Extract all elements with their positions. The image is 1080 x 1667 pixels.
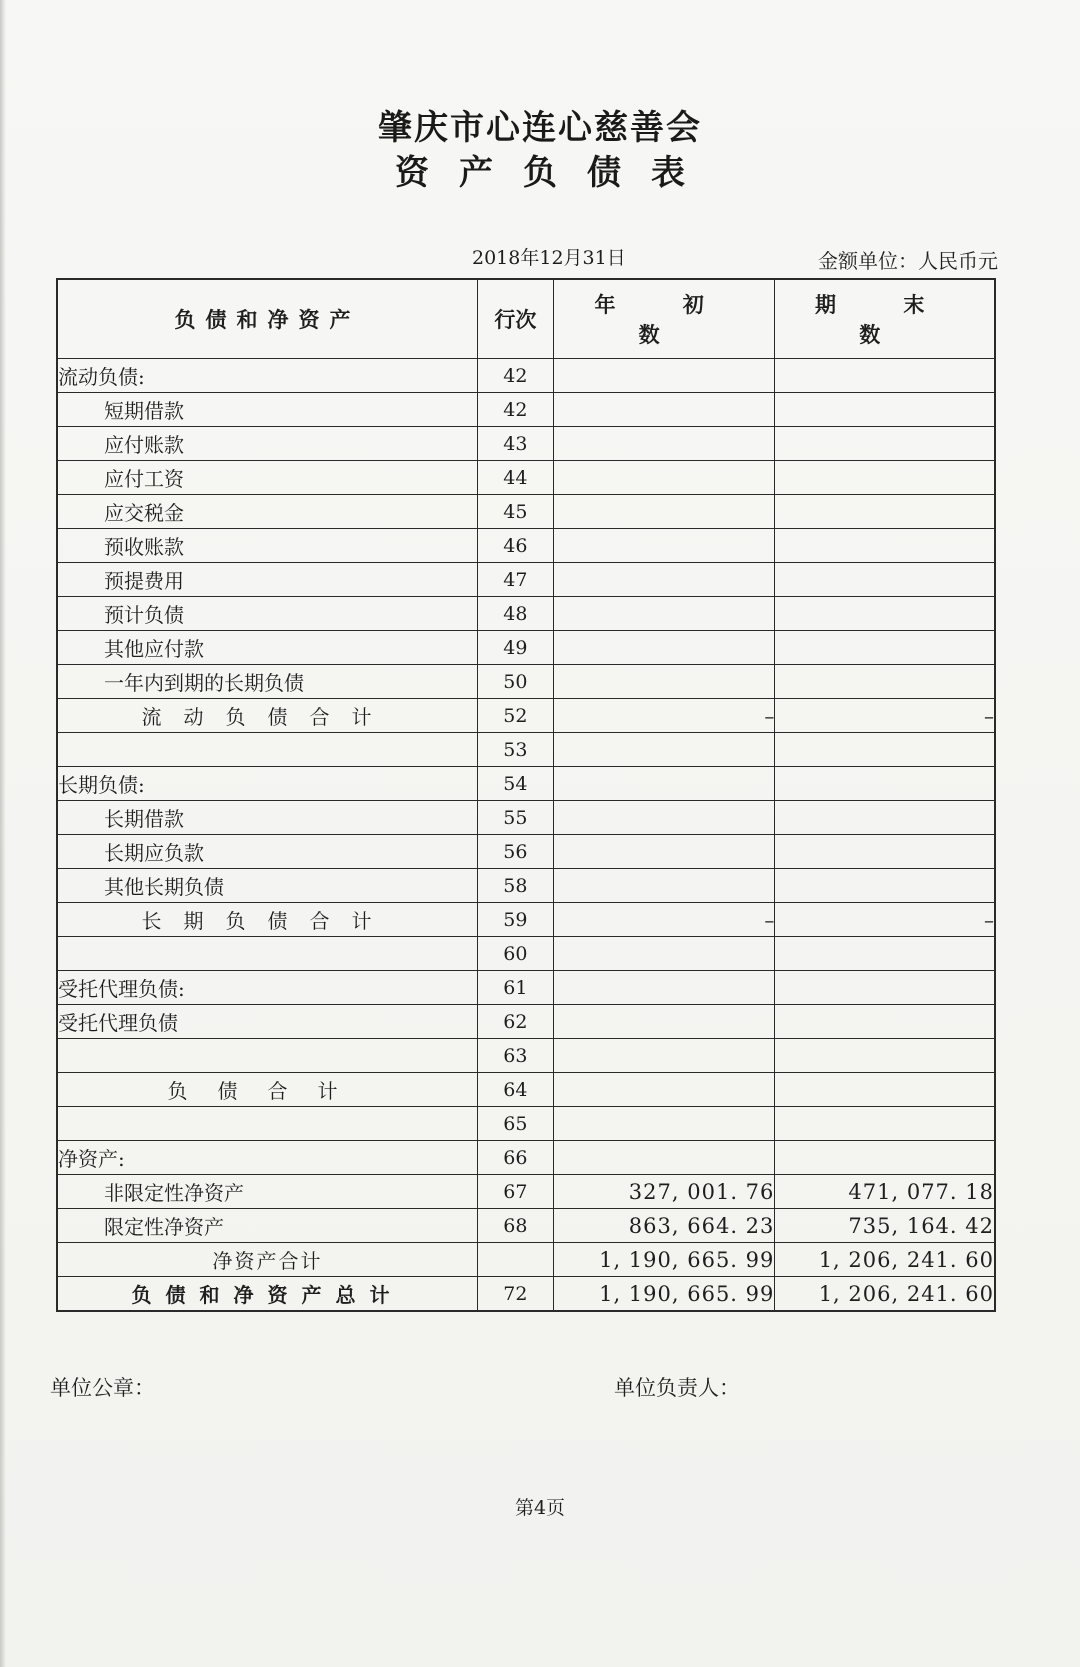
row-line-number: 72 bbox=[477, 1277, 553, 1312]
row-beginning-value bbox=[553, 359, 775, 393]
table-row bbox=[57, 665, 995, 699]
table-row bbox=[57, 1141, 995, 1175]
row-label bbox=[57, 1107, 477, 1141]
currency-unit: 金额单位：人民币元 bbox=[818, 249, 998, 273]
row-beginning-value bbox=[553, 665, 775, 699]
row-line-number: 64 bbox=[477, 1073, 553, 1107]
row-line-number: 63 bbox=[477, 1039, 553, 1073]
row-ending-value bbox=[775, 1039, 995, 1073]
unit-responsible-label: 单位负责人： bbox=[614, 1376, 740, 1400]
row-ending-value bbox=[775, 631, 995, 665]
row-line-number: 60 bbox=[477, 937, 553, 971]
row-ending-value bbox=[775, 495, 995, 529]
row-ending-value bbox=[775, 1141, 995, 1175]
row-line-number: 58 bbox=[477, 869, 553, 903]
page-edge-shadow bbox=[0, 0, 6, 1667]
row-ending-value bbox=[775, 393, 995, 427]
row-beginning-value bbox=[553, 427, 775, 461]
row-line-number: 62 bbox=[477, 1005, 553, 1039]
row-ending-value: 735, 164. 42 bbox=[775, 1209, 995, 1243]
row-line-number: 55 bbox=[477, 801, 553, 835]
row-ending-value bbox=[775, 461, 995, 495]
row-beginning-value bbox=[553, 767, 775, 801]
row-ending-value: – bbox=[775, 903, 995, 937]
row-line-number: 48 bbox=[477, 597, 553, 631]
row-label: 应付工资 bbox=[57, 461, 477, 495]
table-row bbox=[57, 1039, 995, 1073]
table-header-row bbox=[57, 279, 995, 359]
row-line-number: 44 bbox=[477, 461, 553, 495]
row-line-number: 61 bbox=[477, 971, 553, 1005]
table-row bbox=[57, 767, 995, 801]
row-line-number bbox=[477, 1243, 553, 1277]
table-row bbox=[57, 461, 995, 495]
row-ending-value: 1, 206, 241. 60 bbox=[775, 1243, 995, 1277]
row-beginning-value bbox=[553, 1107, 775, 1141]
row-line-number: 50 bbox=[477, 665, 553, 699]
row-label: 长期应负款 bbox=[57, 835, 477, 869]
row-line-number: 42 bbox=[477, 393, 553, 427]
row-beginning-value bbox=[553, 835, 775, 869]
report-date: 2018年12月31日 bbox=[472, 247, 626, 269]
row-line-number: 46 bbox=[477, 529, 553, 563]
row-line-number: 56 bbox=[477, 835, 553, 869]
report-title: 资产负债表 bbox=[395, 153, 715, 193]
row-label: 其他应付款 bbox=[57, 631, 477, 665]
table-row-subtotal bbox=[57, 903, 995, 937]
row-line-number: 59 bbox=[477, 903, 553, 937]
row-ending-value bbox=[775, 529, 995, 563]
row-label: 预提费用 bbox=[57, 563, 477, 597]
row-line-number: 54 bbox=[477, 767, 553, 801]
table-row bbox=[57, 563, 995, 597]
table-row bbox=[57, 971, 995, 1005]
row-label: 长期借款 bbox=[57, 801, 477, 835]
row-label: 负债合计 bbox=[57, 1073, 477, 1107]
table-row bbox=[57, 359, 995, 393]
organization-name: 肇庆市心连心慈善会 bbox=[378, 108, 702, 148]
table-row bbox=[57, 801, 995, 835]
row-label bbox=[57, 733, 477, 767]
row-beginning-value: – bbox=[553, 903, 775, 937]
row-ending-value bbox=[775, 1005, 995, 1039]
row-line-number: 67 bbox=[477, 1175, 553, 1209]
table-row bbox=[57, 529, 995, 563]
balance-sheet-table bbox=[56, 278, 996, 1312]
row-ending-value bbox=[775, 801, 995, 835]
table-row-subtotal bbox=[57, 1073, 995, 1107]
row-beginning-value bbox=[553, 801, 775, 835]
row-label: 长期负债合计 bbox=[57, 903, 477, 937]
row-beginning-value bbox=[553, 461, 775, 495]
row-ending-value bbox=[775, 767, 995, 801]
table-row bbox=[57, 393, 995, 427]
row-label: 短期借款 bbox=[57, 393, 477, 427]
row-ending-value bbox=[775, 1073, 995, 1107]
row-beginning-value bbox=[553, 869, 775, 903]
row-line-number: 42 bbox=[477, 359, 553, 393]
row-label: 应付账款 bbox=[57, 427, 477, 461]
table-row-subtotal bbox=[57, 1243, 995, 1277]
table-row bbox=[57, 631, 995, 665]
header-ending-balance: 期 末 数 bbox=[775, 279, 995, 359]
row-beginning-value bbox=[553, 529, 775, 563]
row-beginning-value bbox=[553, 1005, 775, 1039]
row-ending-value bbox=[775, 1107, 995, 1141]
row-label: 流动负债: bbox=[57, 359, 477, 393]
row-ending-value: – bbox=[775, 699, 995, 733]
row-label: 净资产合计 bbox=[57, 1243, 477, 1277]
row-beginning-value: 1, 190, 665. 99 bbox=[553, 1277, 775, 1312]
row-label: 流动负债合计 bbox=[57, 699, 477, 733]
row-line-number: 66 bbox=[477, 1141, 553, 1175]
row-label: 非限定性净资产 bbox=[57, 1175, 477, 1209]
row-label: 其他长期负债 bbox=[57, 869, 477, 903]
row-label: 预计负债 bbox=[57, 597, 477, 631]
row-label: 受托代理负债 bbox=[57, 1005, 477, 1039]
row-beginning-value bbox=[553, 393, 775, 427]
row-label: 预收账款 bbox=[57, 529, 477, 563]
table-row bbox=[57, 1005, 995, 1039]
row-ending-value: 471, 077. 18 bbox=[775, 1175, 995, 1209]
table-row bbox=[57, 597, 995, 631]
row-ending-value bbox=[775, 665, 995, 699]
row-line-number: 53 bbox=[477, 733, 553, 767]
row-label bbox=[57, 1039, 477, 1073]
row-beginning-value bbox=[553, 495, 775, 529]
header-line-number: 行次 bbox=[477, 279, 553, 359]
header-beginning-balance: 年 初 数 bbox=[553, 279, 775, 359]
row-line-number: 43 bbox=[477, 427, 553, 461]
row-beginning-value: 1, 190, 665. 99 bbox=[553, 1243, 775, 1277]
row-label: 负债和净资产总计 bbox=[57, 1277, 477, 1312]
table-row bbox=[57, 427, 995, 461]
row-beginning-value bbox=[553, 631, 775, 665]
row-line-number: 49 bbox=[477, 631, 553, 665]
row-beginning-value bbox=[553, 937, 775, 971]
row-beginning-value bbox=[553, 733, 775, 767]
row-label: 应交税金 bbox=[57, 495, 477, 529]
row-line-number: 45 bbox=[477, 495, 553, 529]
row-ending-value bbox=[775, 427, 995, 461]
table-row-grand-total bbox=[57, 1277, 995, 1312]
row-ending-value bbox=[775, 835, 995, 869]
table-row bbox=[57, 1175, 995, 1209]
row-line-number: 52 bbox=[477, 699, 553, 733]
row-beginning-value bbox=[553, 597, 775, 631]
table-row bbox=[57, 869, 995, 903]
row-label: 限定性净资产 bbox=[57, 1209, 477, 1243]
row-beginning-value: 863, 664. 23 bbox=[553, 1209, 775, 1243]
row-beginning-value bbox=[553, 1073, 775, 1107]
row-line-number: 68 bbox=[477, 1209, 553, 1243]
row-ending-value bbox=[775, 359, 995, 393]
row-ending-value bbox=[775, 563, 995, 597]
row-beginning-value bbox=[553, 563, 775, 597]
row-beginning-value bbox=[553, 1039, 775, 1073]
row-ending-value bbox=[775, 869, 995, 903]
row-ending-value: 1, 206, 241. 60 bbox=[775, 1277, 995, 1312]
row-beginning-value: 327, 001. 76 bbox=[553, 1175, 775, 1209]
row-beginning-value bbox=[553, 971, 775, 1005]
row-ending-value bbox=[775, 597, 995, 631]
table-row bbox=[57, 495, 995, 529]
row-beginning-value: – bbox=[553, 699, 775, 733]
page-number: 第4页 bbox=[514, 1497, 566, 1519]
row-line-number: 47 bbox=[477, 563, 553, 597]
row-label: 净资产: bbox=[57, 1141, 477, 1175]
table-row bbox=[57, 835, 995, 869]
table-row bbox=[57, 1209, 995, 1243]
row-label: 一年内到期的长期负债 bbox=[57, 665, 477, 699]
row-label bbox=[57, 937, 477, 971]
header-liabilities-net-assets: 负债和净资产 bbox=[57, 279, 477, 359]
table-row bbox=[57, 937, 995, 971]
table-row-subtotal bbox=[57, 699, 995, 733]
table-row bbox=[57, 733, 995, 767]
table-row bbox=[57, 1107, 995, 1141]
row-label: 受托代理负债: bbox=[57, 971, 477, 1005]
row-beginning-value bbox=[553, 1141, 775, 1175]
row-line-number: 65 bbox=[477, 1107, 553, 1141]
unit-seal-label: 单位公章： bbox=[50, 1376, 155, 1400]
row-ending-value bbox=[775, 733, 995, 767]
row-ending-value bbox=[775, 937, 995, 971]
row-label: 长期负债: bbox=[57, 767, 477, 801]
row-ending-value bbox=[775, 971, 995, 1005]
